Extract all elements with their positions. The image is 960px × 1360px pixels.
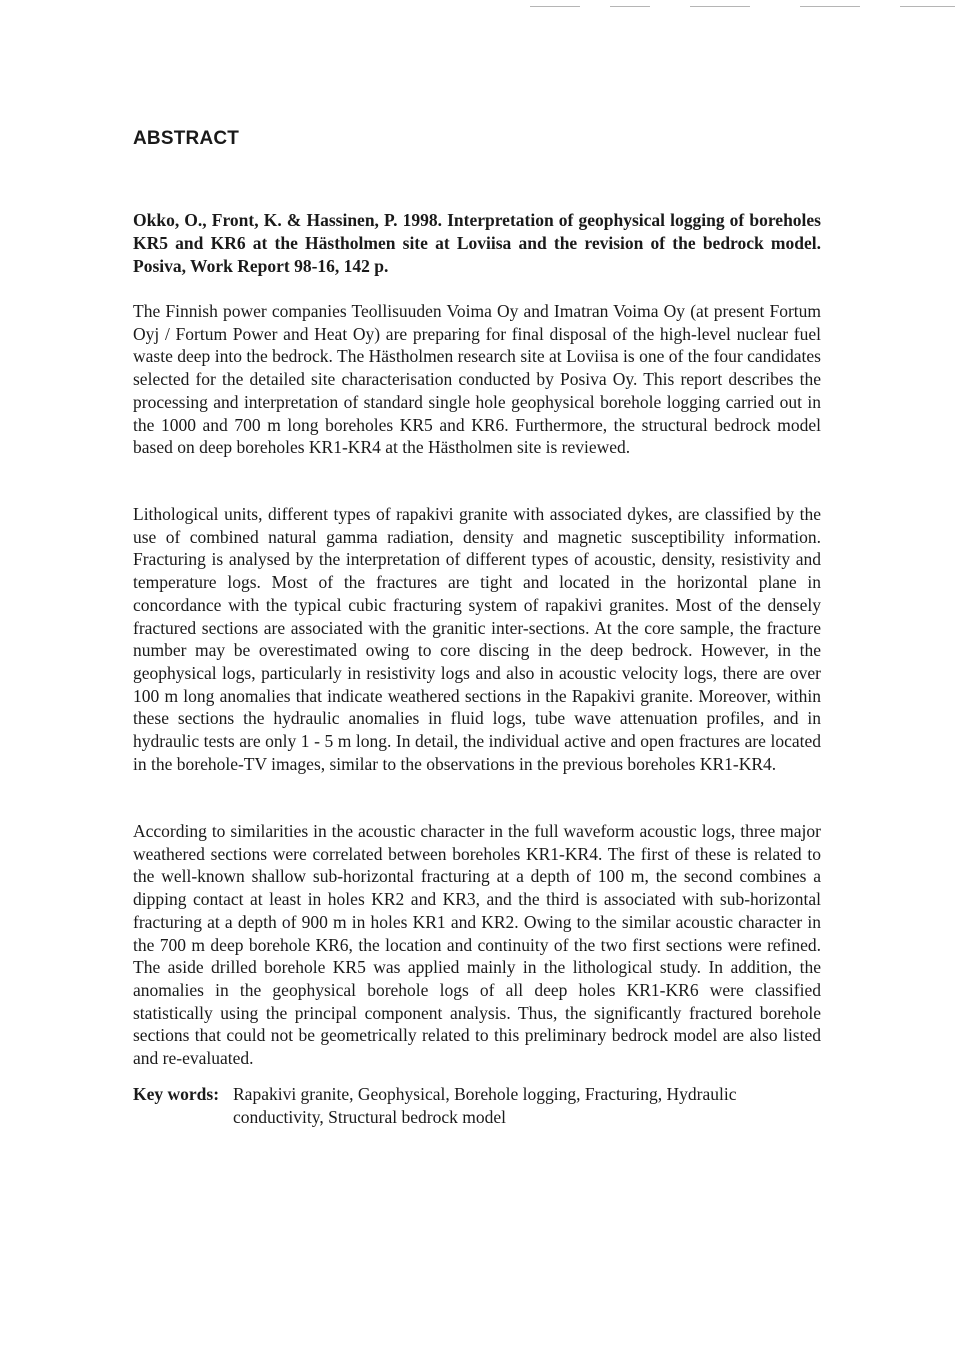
abstract-paragraph: Lithological units, different types of rapakivi granite with associated dykes, are classified by the use of combined natural gamma radiation, density and magnetic susceptibility information. Fracturing is analysed by the interpretation of different types of acoustic, density, resistivity and temperature logs. Most of the fractures are tight and located in the horizontal plane in concordance with the typical cubic fracturing system of rapakivi granites. Most of the densely fractured sections are associated with the granitic inter-sections. At the core sample, the fracture number may be overestimated owing to core discing in the deep bedrock. However, in the geophysical logs, particularly in resistivity logs and also in acoustic velocity logs, there are over 100 m long anomalies that indicate weathered sections in the Rapakivi granite. Moreover, within these sections the hydraulic anomalies in fluid logs, tube wave attenuation profiles, and in hydraulic tests are only 1 - 5 m long. In detail, the individual active and open fractures are located in the borehole-TV images, similar to the observations in the previous boreholes KR1-KR4. xyxy=(133,504,821,774)
abstract-paragraph: According to similarities in the acoustic character in the full waveform acoustic logs, three major weathered sections were correlated between boreholes KR1-KR4. The first of these is related to the well-known shallow sub-horizontal fracturing at a depth of 100 m, the second combines a dipping contact at least in holes KR2 and KR3, and the third is associated with sub-horizontal fracturing at a depth of 900 m in holes KR1 and KR2. Owing to the similar acoustic character in the 700 m deep borehole KR6, the location and continuity of the two first sections were refined. The aside drilled borehole KR5 was applied mainly in the lithological study. In addition, the anomalies in the geophysical borehole logs of all deep holes KR1-KR6 were classified statistically using the principal component analysis. Thus, the significantly fractured borehole sections that could not be geometrically related to this preliminary bedrock model are also listed and re-evaluated. xyxy=(133,821,821,1069)
page-title: ABSTRACT xyxy=(133,128,240,149)
scan-artifact-line xyxy=(690,6,750,7)
keywords-text: Rapakivi granite, Geophysical, Borehole logging, Fracturing, Hydraulic conductivity, Structural bedrock model xyxy=(233,1084,737,1127)
scan-artifact-line xyxy=(800,6,860,7)
scan-artifact-line xyxy=(530,6,580,7)
keywords xyxy=(133,1083,821,1129)
abstract-paragraph: The Finnish power companies Teollisuuden Voima Oy and Imatran Voima Oy (at present Fortum Oyj / Fortum Power and Heat Oy) are preparing for final disposal of the high-level nuclear fuel waste deep into the bedrock. The Hästholmen research site at Loviisa is one of the four candidates selected for the detailed site characterisation conducted by Posiva Oy. This report describes the processing and interpretation of standard single hole geophysical borehole logging carried out in the 1000 and 700 m long boreholes KR5 and KR6. Furthermore, the structural bedrock model based on deep boreholes KR1-KR4 at the Hästholmen site is reviewed. xyxy=(133,301,821,458)
citation: Okko, O., Front, K. & Hassinen, P. 1998. Interpretation of geophysical logging of boreholes KR5 and KR6 at the Hästholmen site at Loviisa and the revision of the bedrock model. Posiva, Work Report 98-16, 142 p. xyxy=(133,210,821,276)
scan-artifact-line xyxy=(610,6,650,7)
scan-artifact-line xyxy=(900,6,955,7)
keywords-label: Key words: xyxy=(133,1084,220,1104)
